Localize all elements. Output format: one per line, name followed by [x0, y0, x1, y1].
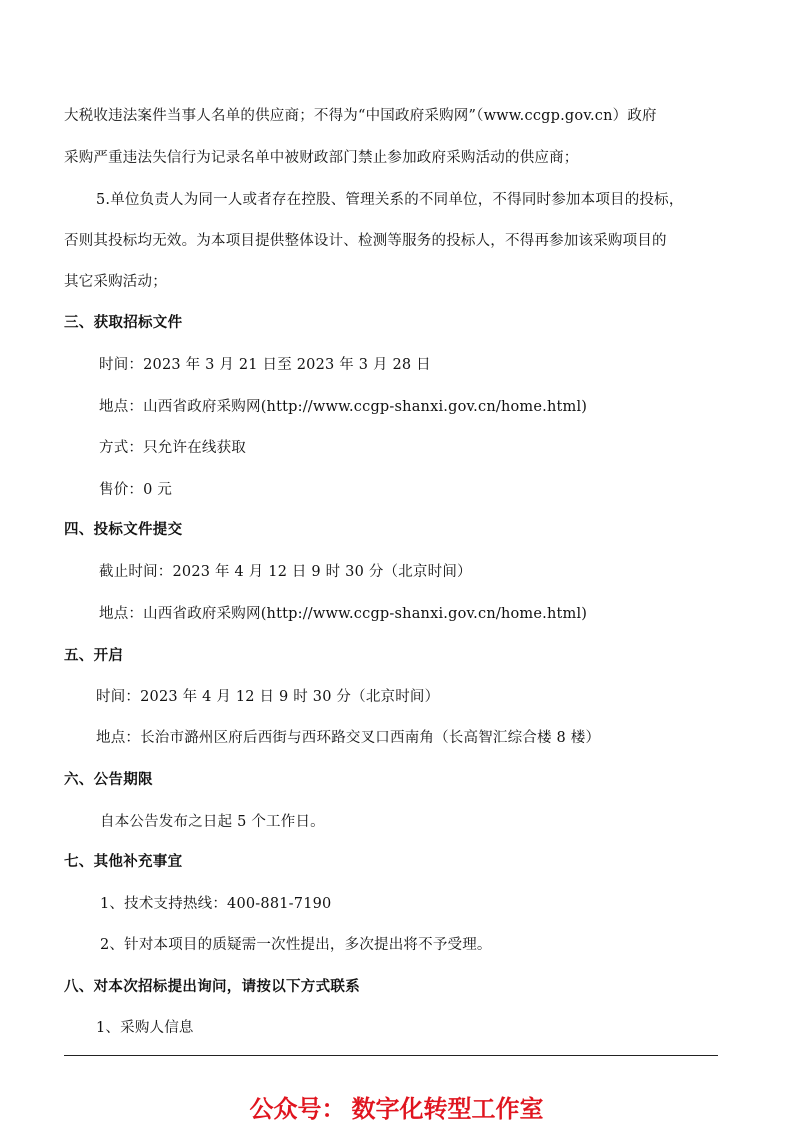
section6-text: 自本公告发布之日起 5 个工作日。	[100, 814, 325, 830]
section5-place: 地点：长治市潞州区府后西街与西环路交叉口西南角（长高智汇综合楼 8 楼）	[96, 730, 601, 746]
section5-heading: 五、开启	[64, 648, 124, 664]
section4-heading: 四、投标文件提交	[64, 522, 183, 538]
section7-item-1: 1、技术支持热线：400-881-7190	[100, 896, 332, 912]
section8-heading: 八、对本次招标提出询问，请按以下方式联系	[64, 979, 360, 995]
section4-deadline: 截止时间：2023 年 4 月 12 日 9 时 30 分（北京时间）	[99, 564, 472, 580]
item5-line-3: 其它采购活动；	[64, 274, 167, 290]
footer-watermark	[0, 1092, 793, 1126]
section3-method: 方式：只允许在线获取	[99, 440, 246, 456]
intro-line-1: 大税收违法案件当事人名单的供应商；不得为“中国政府采购网”（www.ccgp.gov.cn）政府	[64, 108, 657, 124]
section3-heading: 三、获取招标文件	[64, 315, 183, 331]
footer-label: 公众号：	[249, 1095, 346, 1123]
section5-time: 时间：2023 年 4 月 12 日 9 时 30 分（北京时间）	[96, 689, 440, 705]
intro-line-2: 采购严重违法失信行为记录名单中被财政部门禁止参加政府采购活动的供应商；	[64, 150, 579, 166]
section7-heading: 七、其他补充事宜	[64, 854, 183, 870]
footer-account-name: 数字化转型工作室	[351, 1095, 544, 1123]
section6-heading: 六、公告期限	[64, 772, 153, 788]
section8-item-1: 1、采购人信息	[96, 1020, 194, 1036]
section3-price: 售价：0 元	[99, 482, 173, 498]
item5-line-2: 否则其投标均无效。为本项目提供整体设计、检测等服务的投标人，不得再参加该采购项目的	[64, 233, 667, 249]
item5-line-1: 5.单位负责人为同一人或者存在控股、管理关系的不同单位，不得同时参加本项目的投标，	[96, 192, 684, 208]
section3-place: 地点：山西省政府采购网(http://www.ccgp-shanxi.gov.cn/home.html)	[99, 399, 588, 415]
footer-divider	[64, 1055, 718, 1056]
section3-time: 时间：2023 年 3 月 21 日至 2023 年 3 月 28 日	[99, 357, 431, 373]
section4-place: 地点：山西省政府采购网(http://www.ccgp-shanxi.gov.cn/home.html)	[99, 606, 588, 622]
section7-item-2: 2、针对本项目的质疑需一次性提出，多次提出将不予受理。	[100, 937, 492, 953]
